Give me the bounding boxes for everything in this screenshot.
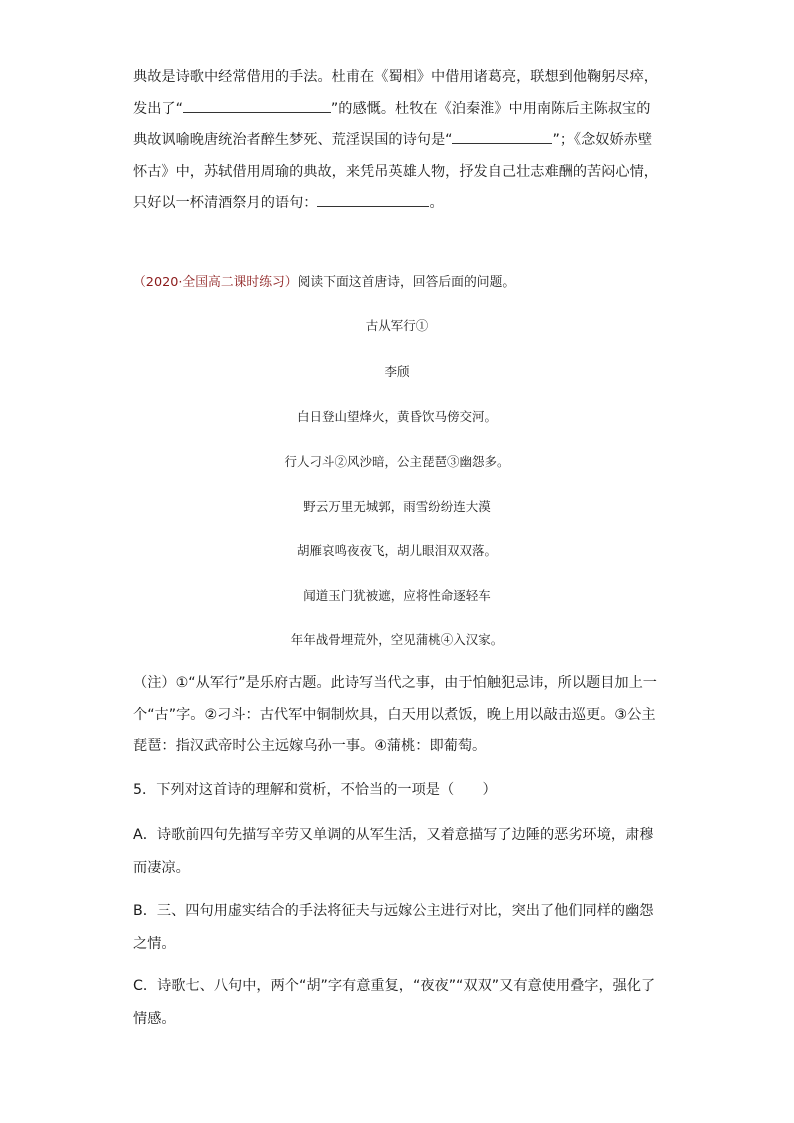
poem-title: 古从军行① xyxy=(365,318,429,333)
poem-line: 年年战骨埋荒外，空见蒲桃④入汉家。 xyxy=(290,632,504,647)
answer-blank-3[interactable] xyxy=(317,192,429,207)
intro-paragraph xyxy=(133,62,663,220)
answer-blank-2[interactable] xyxy=(452,129,552,144)
question-instruction: 阅读下面这首唐诗，回答后面的问题。 xyxy=(297,275,516,290)
poem-author: 李颀 xyxy=(384,364,410,379)
intro-text-d: 。 xyxy=(429,195,444,211)
poem-line: 胡雁哀鸣夜夜飞，胡儿眼泪双双落。 xyxy=(296,543,497,558)
option-b[interactable]: B．三、四句用虚实结合的手法将征夫与远嫁公主进行对比，突出了他们同样的幽怨之情。 xyxy=(133,903,654,952)
option-a[interactable]: A．诗歌前四句先描写辛劳又单调的从军生活，又着意描写了边陲的恶劣环境，肃穆而凄凉。 xyxy=(133,827,654,876)
poem-line: 闻道玉门犹被遮，应将性命逐轻车 xyxy=(303,588,491,603)
poem-notes: （注）①“从军行”是乐府古题。此诗写当代之事，由于怕触犯忌讳，所以题目加上一个“古”字。②刁斗：古代军中铜制炊具，白天用以煮饭，晚上用以敲击巡更。③公主琵琶：指汉武帝时公主远嫁乌孙一事。④蒲桃：即葡萄。 xyxy=(133,675,657,754)
poem-line: 野云万里无城郭，雨雪纷纷连大漠 xyxy=(303,499,491,514)
question-stem: 5．下列对这首诗的理解和赏析，不恰当的一项是（ ） xyxy=(133,782,497,798)
answer-blank-1[interactable] xyxy=(183,98,331,113)
poem-line: 白日登山望烽火，黄昏饮马傍交河。 xyxy=(296,409,497,424)
intro-text-c: ”；《念奴娇赤壁怀古》中，苏轼借用周瑜的典故，来凭吊英雄人物，抒发自己壮志难酬的苦闷心情，只好以一杯清酒祭月的语句： xyxy=(133,132,658,211)
poem-line: 行人刁斗②风沙暗，公主琵琶③幽怨多。 xyxy=(284,454,510,469)
option-c[interactable]: C．诗歌七、八句中，两个“胡”字有意重复，“夜夜”“双双”又有意使用叠字，强化了情感。 xyxy=(133,978,656,1027)
question-source: （2020·全国高二课时练习） xyxy=(133,275,298,290)
intro-text-b: ”的感慨。杜牧在《泊秦淮》中用南陈后主陈叔宝的典故讽喻晚唐统治者醉生梦死、荒淫误国的诗句是“ xyxy=(133,100,651,148)
question-intro xyxy=(133,267,663,299)
intro-text-a: 典故是诗歌中经常借用的手法。杜甫在《蜀相》中借用诸葛亮，联想到他鞠躬尽瘁，发出了“ xyxy=(133,69,658,117)
